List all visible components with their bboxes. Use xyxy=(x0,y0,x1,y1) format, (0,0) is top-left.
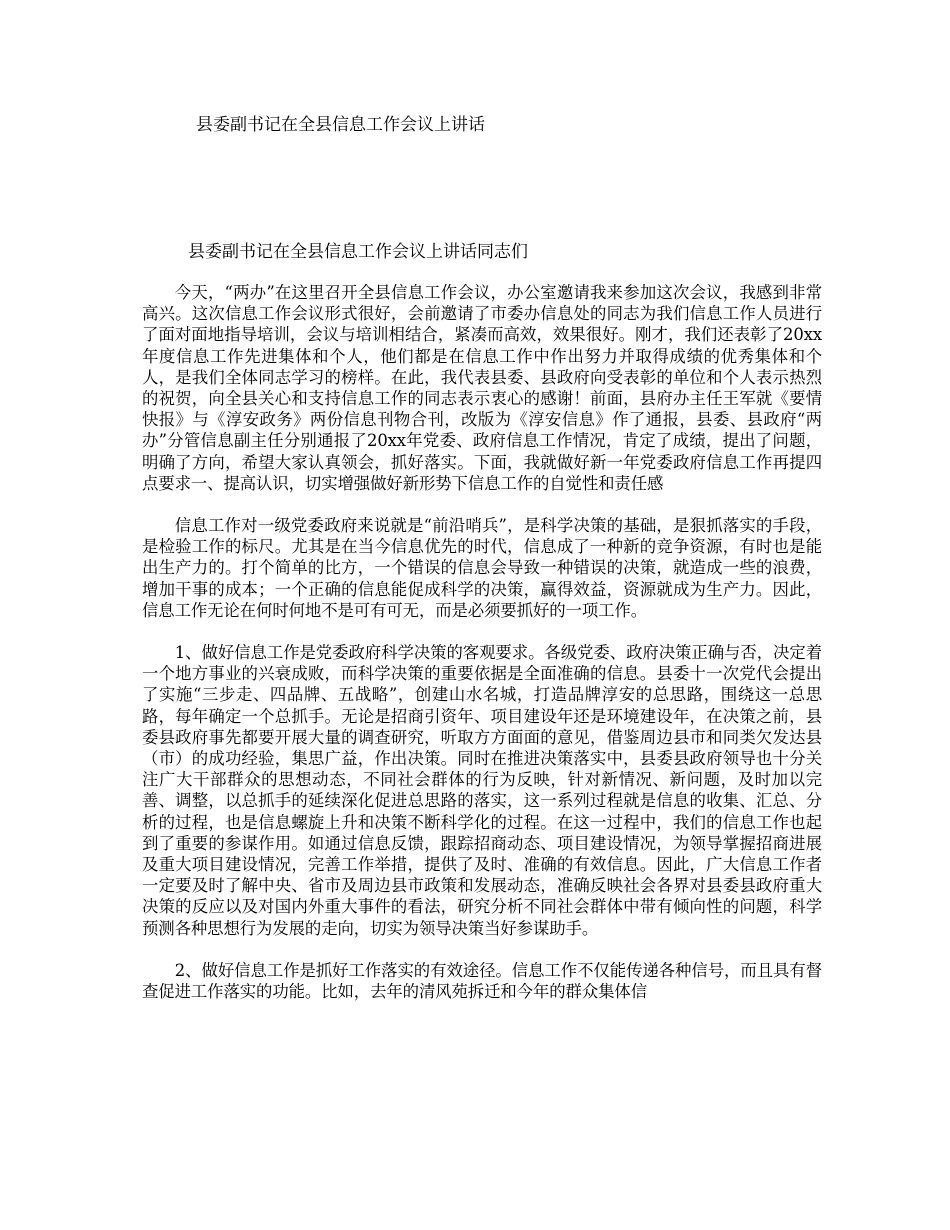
paragraph-point-1: 1、做好信息工作是党委政府科学决策的客观要求。各级党委、政府决策正确与否，决定着一个地方事业的兴衰成败，而科学决策的重要依据是全面准确的信息。县委十一次党代会提出了实施“三步走、四品牌、五战略”，创建山水名城，打造品牌淳安的总思路，围绕这一总思路，每年确定一个总抓手。无论是招商引资年、项目建设年还是环境建设年，在决策之前，县委县政府事先都要开展大量的调查研究，听取方方面面的意见，借鉴周边县市和同类欠发达县（市）的成功经验，集思广益，作出决策。同时在推进决策落实中，县委县政府领导也十分关注广大干部群众的思想动态，不同社会群体的行为反映，针对新情况、新问题，及时加以完善、调整，以总抓手的延续深化促进总思路的落实，这一系列过程就是信息的收集、汇总、分析的过程，也是信息螺旋上升和决策不断科学化的过程。在这一过程中，我们的信息工作也起到了重要的参谋作用。如通过信息反馈，跟踪招商动态、项目建设情况，为领导掌握招商进展及重大项目建设情况，完善工作举措，提供了及时、准确的有效信息。因此，广大信息工作者一定要及时了解中央、省市及周边县市政策和发展动态，准确反映社会各界对县委县政府重大决策的反应以及对国内外重大事件的看法，研究分析不同社会群体中带有倾向性的问题，科学预测各种思想行为发展的走向，切实为领导决策当好参谋助手。 xyxy=(142,643,822,938)
paragraph-point-2: 2、做好信息工作是抓好工作落实的有效途径。信息工作不仅能传递各种信号，而且具有督查促进工作落实的功能。比如，去年的清风苑拆迁和今年的群众集体信 xyxy=(142,960,822,1002)
paragraph-intro: 今天，“两办”在这里召开全县信息工作会议，办公室邀请我来参加这次会议，我感到非常高兴。这次信息工作会议形式很好，会前邀请了市委办信息处的同志为我们信息工作人员进行了面对面地指导培训，会议与培训相结合，紧凑而高效，效果很好。刚才，我们还表彰了20xx年度信息工作先进集体和个人，他们都是在信息工作中作出努力并取得成绩的优秀集体和个人，是我们全体同志学习的榜样。在此，我代表县委、县政府向受表彰的单位和个人表示热烈的祝贺，向全县关心和支持信息工作的同志表示衷心的感谢！前面，县府办主任王军就《要情快报》与《淳安政务》两份信息刊物合刊，改版为《淳安信息》作了通报，县委、县政府“两办”分管信息副主任分别通报了20xx年党委、政府信息工作情况，肯定了成绩，提出了问题，明确了方向，希望大家认真领会，抓好落实。下面，我就做好新一年党委政府信息工作再提四点要求一、提高认识，切实增强做好新形势下信息工作的自觉性和责任感 xyxy=(142,283,822,493)
document-title: 县委副书记在全县信息工作会议上讲话 xyxy=(196,115,485,135)
paragraph-information-role: 信息工作对一级党委政府来说就是“前沿哨兵”，是科学决策的基础，是狠抓落实的手段，是检验工作的标尺。尤其是在当今信息优先的时代，信息成了一种新的竞争资源，有时也是能出生产力的。打个简单的比方，一个错误的信息会导致一种错误的决策，就造成一些的浪费，增加干事的成本；一个正确的信息能促成科学的决策，赢得效益，资源就成为生产力。因此，信息工作无论在何时何地不是可有可无，而是必须要抓好的一项工作。 xyxy=(142,516,822,620)
document-body xyxy=(142,282,822,1002)
document-subtitle: 县委副书记在全县信息工作会议上讲话同志们 xyxy=(188,242,528,262)
